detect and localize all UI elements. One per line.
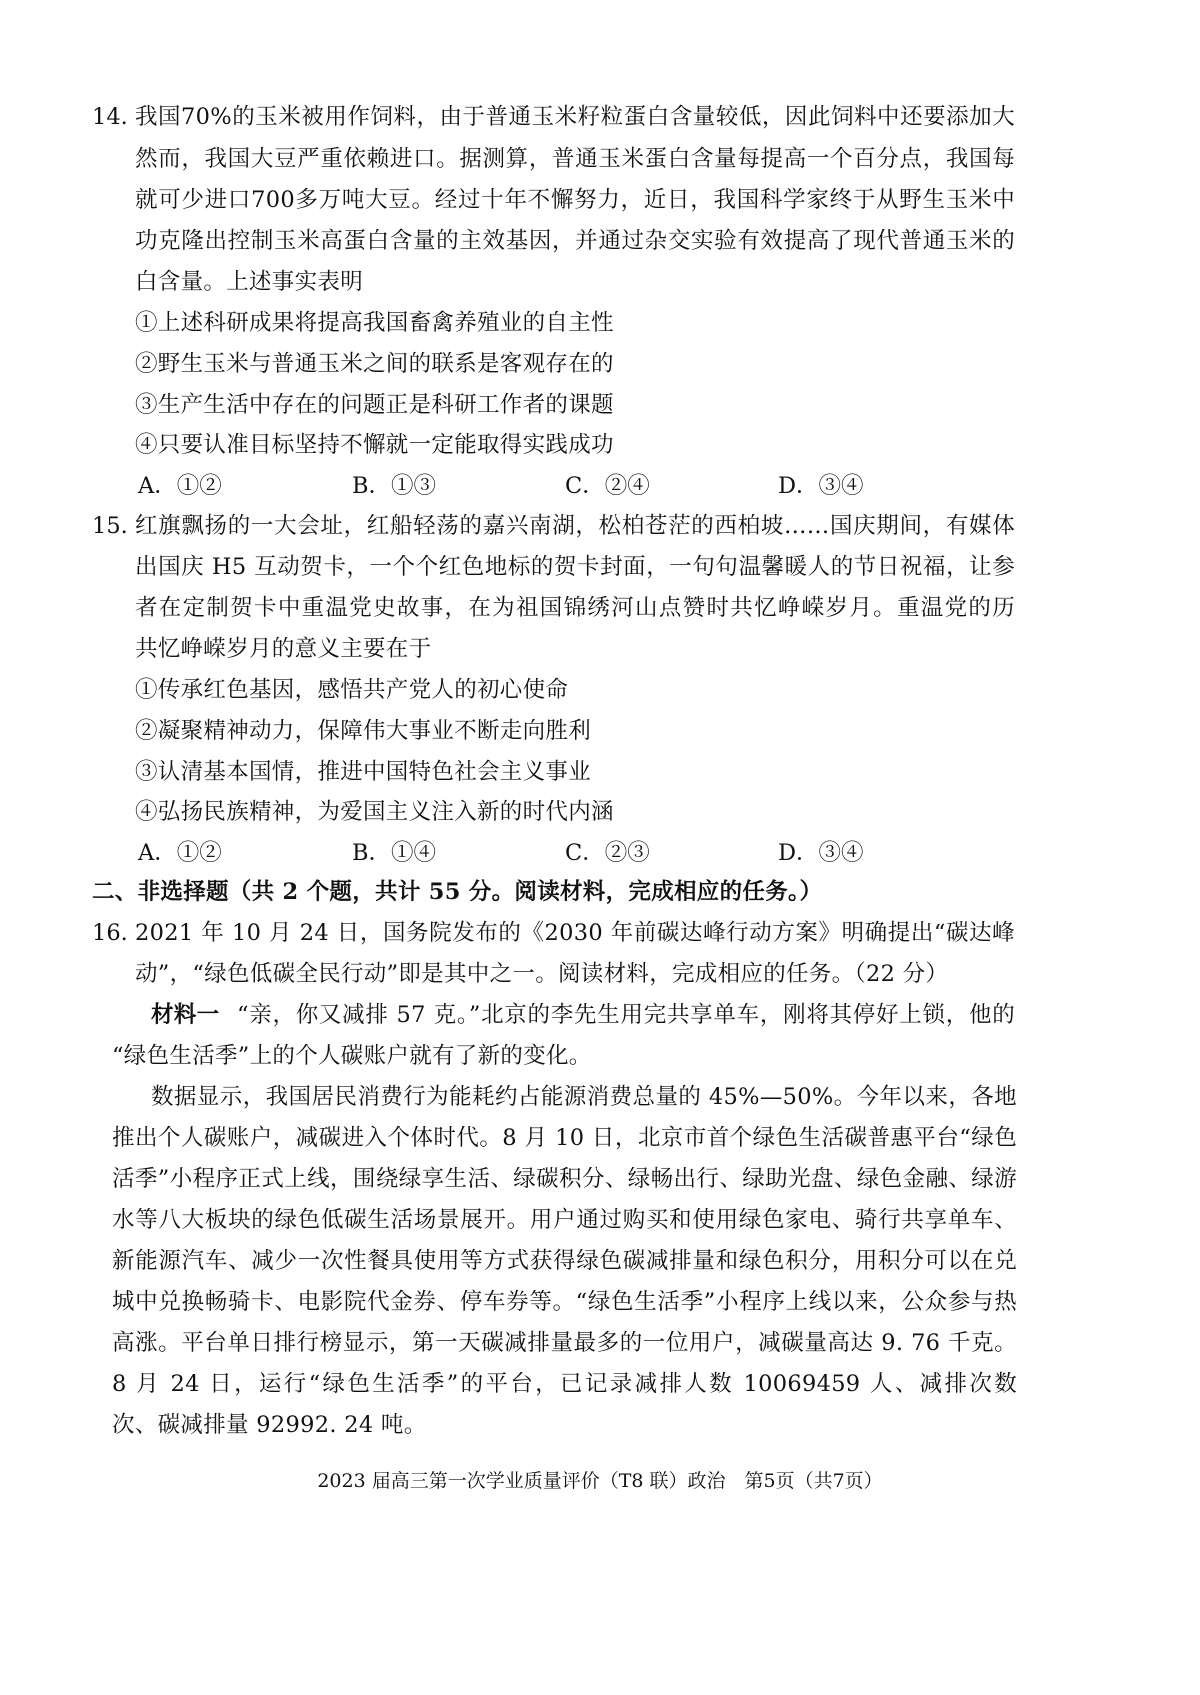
question-16-number: 16. [92,920,128,946]
question-14-choice-d: D．③④ [778,473,864,499]
question-14-option-1: ①上述科研成果将提高我国畜禽养殖业的自主性 [135,310,614,336]
question-15-choice-d: D．③④ [778,840,864,866]
material-paragraph-line-5: 新能源汽车、减少一次性餐具使用等方式获得绿色碳减排量和绿色积分，用积分可以在兑 [112,1248,1017,1274]
question-14-option-4: ④只要认准目标坚持不懈就一定能取得实践成功 [135,432,614,458]
question-15-stem-line-2: 出国庆 H5 互动贺卡，一个个红色地标的贺卡封面，一句句温馨暖人的节日祝福，让参 [135,554,1015,580]
material-1-label: 材料一 [151,1002,220,1028]
section-2-heading: 二、非选择题（共 2 个题，共计 55 分。阅读材料，完成相应的任务。） [92,879,823,905]
material-paragraph-line-4: 水等八大板块的绿色低碳生活场景展开。用户通过购买和使用绿色家电、骑行共享单车、 [112,1207,1017,1233]
question-14-stem-line-5: 白含量。上述事实表明 [135,269,364,295]
question-15-number: 15. [92,513,128,539]
material-paragraph-line-9: 次、碳减排量 92992. 24 吨。 [112,1412,427,1438]
question-15-option-3: ③认清基本国情，推进中国特色社会主义事业 [135,759,592,785]
question-14-stem-line-4: 功克隆出控制玉米高蛋白含量的主效基因，并通过杂交实验有效提高了现代普通玉米的 [135,228,1015,254]
question-15-stem-line-1: 红旗飘扬的一大会址，红船轻荡的嘉兴南湖，松柏苍茫的西柏坡……国庆期间，有媒体 [135,513,1015,539]
page-footer: 2023 届高三第一次学业质量评价（T8 联）政治 第5页（共7页） [317,1470,883,1492]
question-15-choice-a: A．①② [138,840,222,866]
material-paragraph-line-6: 城中兑换畅骑卡、电影院代金券、停车券等。“绿色生活季”小程序上线以来，公众参与热 [112,1289,1017,1315]
question-14-option-2: ②野生玉米与普通玉米之间的联系是客观存在的 [135,351,614,377]
question-14-choice-a: A．①② [138,473,222,499]
question-15-option-2: ②凝聚精神动力，保障伟大事业不断走向胜利 [135,718,592,744]
question-16-stem-line-1: 2021 年 10 月 24 日，国务院发布的《2030 年前碳达峰行动方案》明确提出“碳达峰 [135,920,1015,946]
question-14-choice-b: B．①③ [352,473,437,499]
material-1-line-1: “亲，你又减排 57 克。”北京的李先生用完共享单车，刚将其停好上锁，他的 [237,1002,1015,1028]
question-14-choice-c: C．②④ [565,473,650,499]
question-14-number: 14. [92,104,128,130]
material-paragraph-line-7: 高涨。平台单日排行榜显示，第一天碳减排量最多的一位用户，减碳量高达 9. 76 千克。 [112,1330,1017,1356]
material-paragraph-line-3: 活季”小程序正式上线，围绕绿享生活、绿碳积分、绿畅出行、绿助光盘、绿色金融、绿游 [112,1166,1017,1192]
question-15-option-4: ④弘扬民族精神，为爱国主义注入新的时代内涵 [135,799,614,825]
question-15-stem-line-3: 者在定制贺卡中重温党史故事，在为祖国锦绣河山点赞时共忆峥嵘岁月。重温党的历 [135,595,1015,621]
question-14-stem-line-1: 我国70%的玉米被用作饲料，由于普通玉米籽粒蛋白含量较低，因此饲料中还要添加大 [135,104,1015,130]
material-paragraph-line-2: 推出个人碳账户，减碳进入个体时代。8 月 10 日，北京市首个绿色生活碳普惠平台“绿色 [112,1125,1017,1151]
question-15-stem-line-4: 共忆峥嵘岁月的意义主要在于 [135,636,432,662]
question-14-stem-line-2: 然而，我国大豆严重依赖进口。据测算，普通玉米蛋白含量每提高一个百分点，我国每 [135,146,1015,172]
question-15-choice-b: B．①④ [352,840,437,866]
question-14-stem-line-3: 就可少进口700多万吨大豆。经过十年不懈努力，近日，我国科学家终于从野生玉米中 [135,187,1015,213]
question-15-choice-c: C．②③ [565,840,650,866]
material-paragraph-line-1: 数据显示，我国居民消费行为能耗约占能源消费总量的 45%—50%。今年以来，各地 [151,1084,1017,1110]
material-1-line-2: “绿色生活季”上的个人碳账户就有了新的变化。 [112,1043,592,1069]
question-15-option-1: ①传承红色基因，感悟共产党人的初心使命 [135,677,569,703]
question-16-stem-line-2: 动”，“绿色低碳全民行动”即是其中之一。阅读材料，完成相应的任务。（22 分） [135,961,949,987]
material-paragraph-line-8: 8 月 24 日，运行“绿色生活季”的平台，已记录减排人数 10069459 人、减排次数 [112,1371,1017,1397]
question-14-option-3: ③生产生活中存在的问题正是科研工作者的课题 [135,392,614,418]
